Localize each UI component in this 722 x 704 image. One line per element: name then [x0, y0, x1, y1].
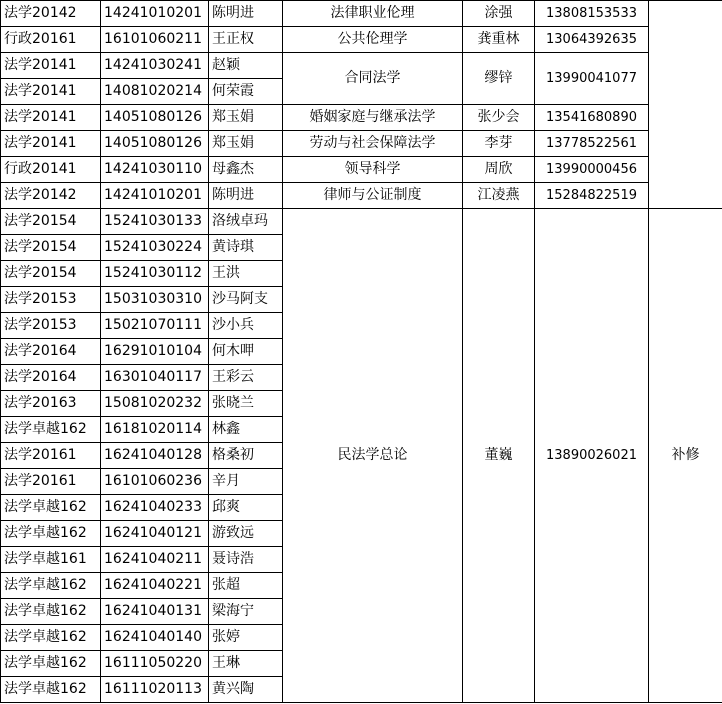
student-id-cell: 15081020232 — [101, 391, 209, 417]
note-cell — [649, 1, 722, 209]
student-name-cell: 陈明进 — [209, 1, 283, 27]
class-cell: 法学20164 — [1, 339, 101, 365]
student-id-cell: 14241010201 — [101, 1, 209, 27]
student-id-cell: 15241030133 — [101, 209, 209, 235]
student-name-cell: 张超 — [209, 573, 283, 599]
student-name-cell: 何荣霞 — [209, 79, 283, 105]
student-id-cell: 16241040140 — [101, 625, 209, 651]
course-cell: 律师与公证制度 — [283, 183, 463, 209]
table-row — [1, 183, 722, 209]
class-cell: 法学卓越162 — [1, 651, 101, 677]
class-cell: 法学20141 — [1, 79, 101, 105]
student-name-cell: 张晓兰 — [209, 391, 283, 417]
class-cell: 法学卓越162 — [1, 521, 101, 547]
student-name-cell: 王正权 — [209, 27, 283, 53]
student-id-cell: 14051080126 — [101, 105, 209, 131]
note-cell: 补修 — [649, 209, 722, 703]
student-name-cell: 游致远 — [209, 521, 283, 547]
student-id-cell: 16301040117 — [101, 365, 209, 391]
teacher-cell: 周欣 — [463, 157, 535, 183]
student-id-cell: 16241040211 — [101, 547, 209, 573]
teacher-cell: 缪锌 — [463, 53, 535, 105]
student-name-cell: 辛月 — [209, 469, 283, 495]
class-cell: 法学20163 — [1, 391, 101, 417]
course-cell: 法律职业伦理 — [283, 1, 463, 27]
student-name-cell: 王琳 — [209, 651, 283, 677]
student-id-cell: 14051080126 — [101, 131, 209, 157]
class-cell: 法学卓越161 — [1, 547, 101, 573]
table-row — [1, 27, 722, 53]
student-name-cell: 陈明进 — [209, 183, 283, 209]
class-cell: 法学20161 — [1, 443, 101, 469]
student-id-cell: 16111050220 — [101, 651, 209, 677]
class-cell: 法学卓越162 — [1, 495, 101, 521]
student-id-cell: 16241040128 — [101, 443, 209, 469]
student-name-cell: 黄兴陶 — [209, 677, 283, 703]
phone-cell: 13890026021 — [535, 209, 649, 703]
student-name-cell: 何木呷 — [209, 339, 283, 365]
class-cell: 法学20154 — [1, 209, 101, 235]
course-cell: 公共伦理学 — [283, 27, 463, 53]
course-cell: 婚姻家庭与继承法学 — [283, 105, 463, 131]
table-row — [1, 131, 722, 157]
class-cell: 法学卓越162 — [1, 677, 101, 703]
student-id-cell: 16181020114 — [101, 417, 209, 443]
student-id-cell: 14081020214 — [101, 79, 209, 105]
phone-cell: 15284822519 — [535, 183, 649, 209]
class-cell: 行政20141 — [1, 157, 101, 183]
table-row — [1, 209, 722, 235]
teacher-cell: 张少会 — [463, 105, 535, 131]
phone-cell: 13541680890 — [535, 105, 649, 131]
course-cell: 领导科学 — [283, 157, 463, 183]
teacher-cell: 江凌燕 — [463, 183, 535, 209]
student-id-cell: 15021070111 — [101, 313, 209, 339]
phone-cell: 13990000456 — [535, 157, 649, 183]
student-name-cell: 王洪 — [209, 261, 283, 287]
student-name-cell: 沙马阿支 — [209, 287, 283, 313]
class-cell: 法学卓越162 — [1, 625, 101, 651]
phone-cell: 13064392635 — [535, 27, 649, 53]
student-id-cell: 14241030110 — [101, 157, 209, 183]
class-cell: 法学20153 — [1, 287, 101, 313]
teacher-cell: 董巍 — [463, 209, 535, 703]
class-cell: 法学20142 — [1, 1, 101, 27]
student-name-cell: 赵颖 — [209, 53, 283, 79]
class-cell: 法学20164 — [1, 365, 101, 391]
course-cell: 合同法学 — [283, 53, 463, 105]
phone-cell: 13778522561 — [535, 131, 649, 157]
phone-cell: 13808153533 — [535, 1, 649, 27]
student-id-cell: 16241040131 — [101, 599, 209, 625]
student-id-cell: 14241030241 — [101, 53, 209, 79]
class-cell: 法学20141 — [1, 105, 101, 131]
student-id-cell: 16241040221 — [101, 573, 209, 599]
student-name-cell: 洛绒卓玛 — [209, 209, 283, 235]
teacher-cell: 涂强 — [463, 1, 535, 27]
class-cell: 行政20161 — [1, 27, 101, 53]
teacher-cell: 龚重林 — [463, 27, 535, 53]
class-cell: 法学20154 — [1, 261, 101, 287]
course-cell: 劳动与社会保障法学 — [283, 131, 463, 157]
student-name-cell: 母鑫杰 — [209, 157, 283, 183]
student-name-cell: 郑玉娟 — [209, 105, 283, 131]
phone-cell: 13990041077 — [535, 53, 649, 105]
class-cell: 法学20141 — [1, 53, 101, 79]
class-cell: 法学卓越162 — [1, 573, 101, 599]
student-name-cell: 林鑫 — [209, 417, 283, 443]
class-cell: 法学卓越162 — [1, 599, 101, 625]
student-name-cell: 格桑初 — [209, 443, 283, 469]
student-id-cell: 15241030112 — [101, 261, 209, 287]
student-id-cell: 16241040233 — [101, 495, 209, 521]
teacher-cell: 李芽 — [463, 131, 535, 157]
course-cell: 民法学总论 — [283, 209, 463, 703]
class-cell: 法学20153 — [1, 313, 101, 339]
student-name-cell: 邱爽 — [209, 495, 283, 521]
student-name-cell: 聂诗浩 — [209, 547, 283, 573]
table-row — [1, 53, 722, 79]
table-row — [1, 157, 722, 183]
class-cell: 法学20142 — [1, 183, 101, 209]
student-name-cell: 王彩云 — [209, 365, 283, 391]
student-id-cell: 16291010104 — [101, 339, 209, 365]
student-name-cell: 郑玉娟 — [209, 131, 283, 157]
table-row — [1, 1, 722, 27]
student-id-cell: 15241030224 — [101, 235, 209, 261]
class-cell: 法学卓越162 — [1, 417, 101, 443]
student-name-cell: 沙小兵 — [209, 313, 283, 339]
student-id-cell: 15031030310 — [101, 287, 209, 313]
student-name-cell: 梁海宁 — [209, 599, 283, 625]
class-cell: 法学20161 — [1, 469, 101, 495]
student-id-cell: 16101060211 — [101, 27, 209, 53]
student-name-cell: 张婷 — [209, 625, 283, 651]
student-id-cell: 16111020113 — [101, 677, 209, 703]
class-cell: 法学20141 — [1, 131, 101, 157]
class-cell: 法学20154 — [1, 235, 101, 261]
student-id-cell: 16241040121 — [101, 521, 209, 547]
student-id-cell: 16101060236 — [101, 469, 209, 495]
student-id-cell: 14241010201 — [101, 183, 209, 209]
student-name-cell: 黄诗琪 — [209, 235, 283, 261]
table-row — [1, 105, 722, 131]
